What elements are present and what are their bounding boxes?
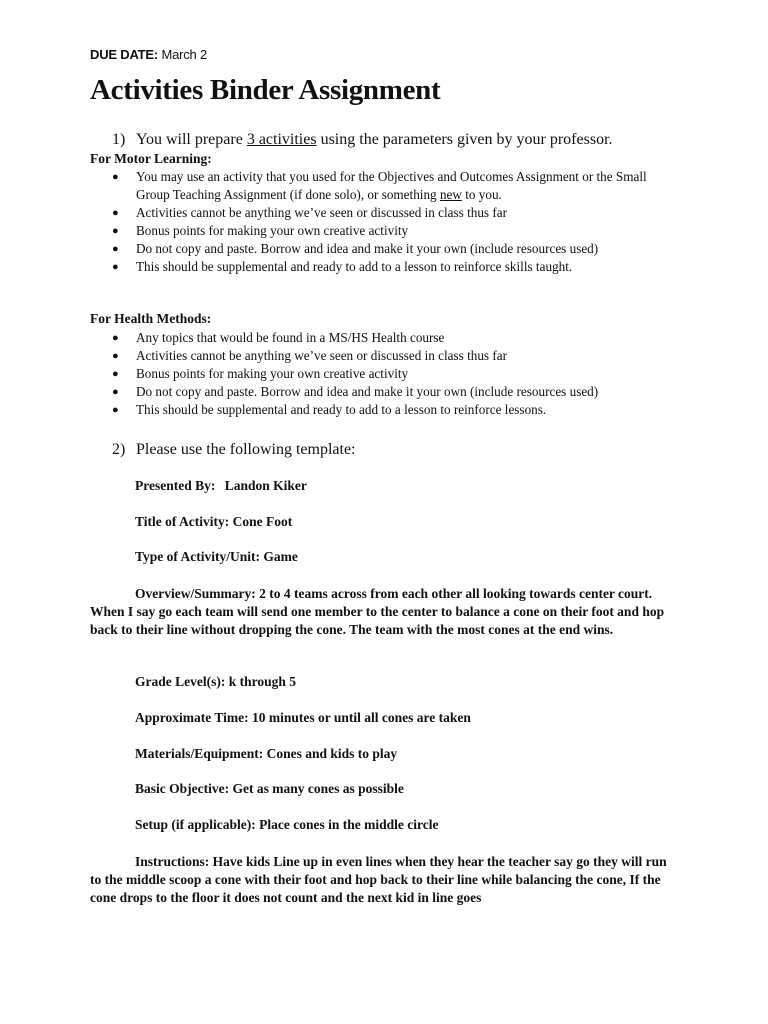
overview-summary bbox=[90, 585, 680, 639]
bullet-icon: ● bbox=[112, 350, 119, 362]
bullet-icon: ● bbox=[112, 207, 119, 219]
setup-field bbox=[135, 817, 438, 833]
motor-bullet-4: Do not copy and paste. Borrow and idea and make it your own (include resources used) bbox=[136, 241, 599, 256]
presented-by-label: Presented By: bbox=[135, 478, 216, 493]
step-1-number: 1) bbox=[112, 131, 126, 148]
list-item bbox=[112, 383, 672, 401]
presented-by-field bbox=[135, 478, 307, 494]
title-of-activity-field bbox=[135, 514, 292, 530]
bullet-icon: ● bbox=[112, 368, 119, 380]
grade-level-label: Grade Level(s): bbox=[135, 674, 226, 689]
title-of-activity-label: Title of Activity: bbox=[135, 514, 230, 529]
step-1-underlined: 3 activities bbox=[246, 131, 317, 148]
motor-bullet-5: This should be supplemental and ready to add to a lesson to reinforce skills taught. bbox=[136, 259, 573, 274]
list-item bbox=[112, 347, 672, 365]
approximate-time-value: 10 minutes or until all cones are taken bbox=[252, 710, 471, 725]
health-bullet-2: Activities cannot be anything we’ve seen or discussed in class thus far bbox=[136, 348, 507, 363]
list-item bbox=[112, 329, 672, 347]
instructions-label: Instructions: bbox=[135, 854, 210, 869]
setup-value: Place cones in the middle circle bbox=[259, 817, 439, 832]
motor-bullet-2: Activities cannot be anything we’ve seen or discussed in class thus far bbox=[136, 205, 507, 220]
motor-learning-heading: For Motor Learning: bbox=[90, 151, 212, 166]
type-of-activity-value: Game bbox=[263, 549, 298, 564]
bullet-icon: ● bbox=[112, 332, 119, 344]
due-date-value: March 2 bbox=[161, 47, 207, 62]
instructions bbox=[90, 853, 680, 907]
page-title: Activities Binder Assignment bbox=[90, 74, 441, 106]
presented-by-value: Landon Kiker bbox=[224, 478, 307, 493]
materials-field bbox=[135, 746, 397, 762]
health-methods-heading: For Health Methods: bbox=[90, 311, 212, 326]
bullet-icon: ● bbox=[112, 243, 119, 255]
step-1-text-before: You will prepare bbox=[136, 131, 247, 148]
bullet-icon: ● bbox=[112, 404, 119, 416]
setup-label: Setup (if applicable): bbox=[135, 817, 256, 832]
overview-value: 2 to 4 teams across from each other all looking towards center court. When I say go each team will send one member to the center to balance a cone on their foot and hop back to their line without dropping the cone. The team with the most cones at the end wins. bbox=[90, 586, 665, 637]
step-2 bbox=[112, 441, 356, 459]
list-item bbox=[112, 168, 672, 204]
instructions-value: Have kids Line up in even lines when they hear the teacher say go they will run to the middle scoop a cone with their foot and hop back to their line while balancing the cone, If the cone drops to the floor it does not count and the next kid in line goes bbox=[90, 854, 667, 905]
basic-objective-field bbox=[135, 781, 404, 797]
type-of-activity-field bbox=[135, 549, 298, 565]
step-1-text-after: using the parameters given by your professor. bbox=[316, 131, 613, 148]
materials-value: Cones and kids to play bbox=[266, 746, 398, 761]
list-item bbox=[112, 240, 672, 258]
basic-objective-label: Basic Objective: bbox=[135, 781, 230, 796]
step-2-text: Please use the following template: bbox=[136, 441, 356, 458]
due-date bbox=[90, 47, 207, 62]
health-bullet-3: Bonus points for making your own creative activity bbox=[136, 366, 409, 381]
grade-level-value: k through 5 bbox=[228, 674, 297, 689]
type-of-activity-label: Type of Activity/Unit: bbox=[135, 549, 260, 564]
health-bullet-4: Do not copy and paste. Borrow and idea and make it your own (include resources used) bbox=[136, 384, 599, 399]
approximate-time-label: Approximate Time: bbox=[135, 710, 249, 725]
materials-label: Materials/Equipment: bbox=[135, 746, 264, 761]
health-methods-list bbox=[112, 329, 672, 419]
list-item bbox=[112, 365, 672, 383]
approximate-time-field bbox=[135, 710, 471, 726]
list-item bbox=[112, 401, 672, 419]
step-2-number: 2) bbox=[112, 441, 126, 458]
bullet-icon: ● bbox=[112, 225, 119, 237]
motor-bullet-1-after: to you. bbox=[461, 187, 502, 202]
step-1 bbox=[112, 131, 613, 149]
grade-level-field bbox=[135, 674, 296, 690]
list-item bbox=[112, 222, 672, 240]
due-date-label: DUE DATE: bbox=[90, 47, 159, 62]
motor-bullet-1-underlined: new bbox=[439, 187, 462, 202]
health-bullet-1: Any topics that would be found in a MS/HS Health course bbox=[136, 330, 445, 345]
health-bullet-5: This should be supplemental and ready to add to a lesson to reinforce lessons. bbox=[136, 402, 547, 417]
list-item bbox=[112, 204, 672, 222]
title-of-activity-value: Cone Foot bbox=[232, 514, 293, 529]
motor-bullet-3: Bonus points for making your own creative activity bbox=[136, 223, 409, 238]
bullet-icon: ● bbox=[112, 171, 119, 183]
motor-learning-list bbox=[112, 168, 672, 276]
overview-label: Overview/Summary: bbox=[135, 586, 256, 601]
motor-bullet-1-before: You may use an activity that you used for the Objectives and Outcomes Assignment or the Small Group Teaching Assignment (if done solo), or something bbox=[136, 169, 647, 202]
bullet-icon: ● bbox=[112, 261, 119, 273]
bullet-icon: ● bbox=[112, 386, 119, 398]
basic-objective-value: Get as many cones as possible bbox=[232, 781, 404, 796]
list-item bbox=[112, 258, 672, 276]
